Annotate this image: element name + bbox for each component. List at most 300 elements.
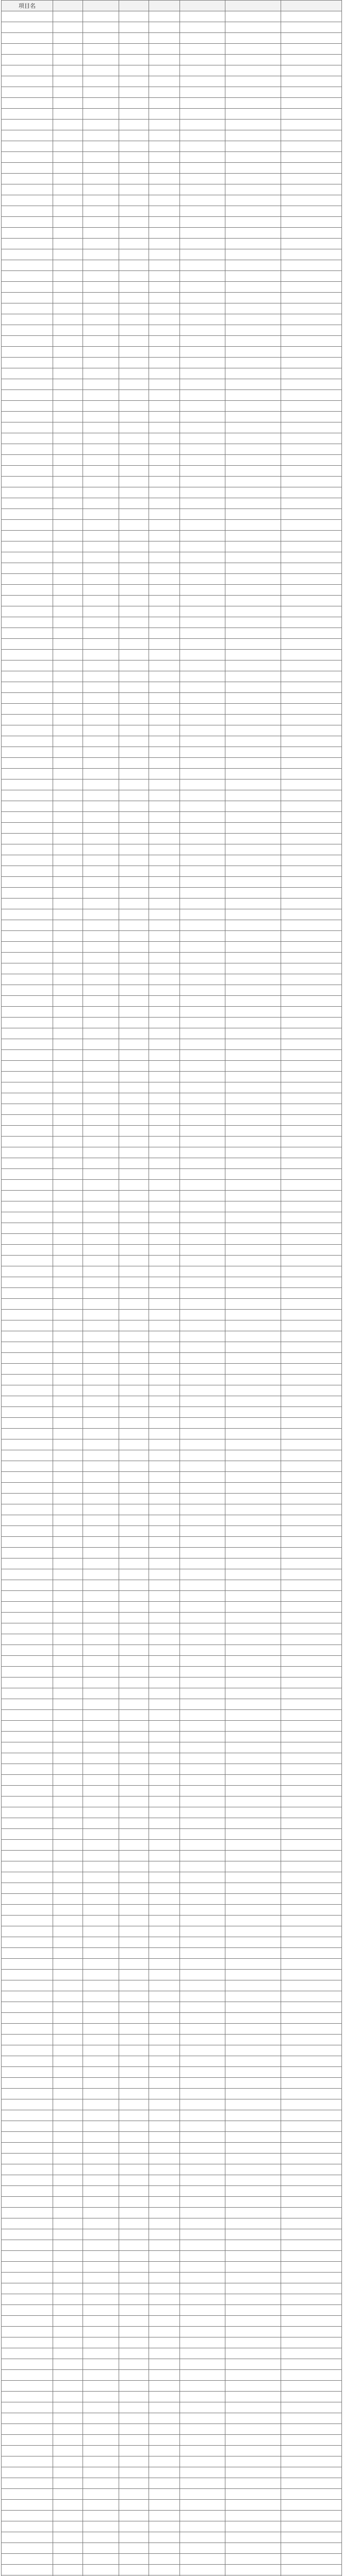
table-cell (281, 1093, 342, 1104)
table-cell (119, 1104, 149, 1115)
table-row (2, 985, 342, 996)
table-cell (281, 249, 342, 260)
table-row (2, 2402, 342, 2413)
table-cell (149, 725, 180, 736)
table-row (2, 1072, 342, 1082)
table-cell (180, 65, 225, 76)
table-cell (281, 1061, 342, 1072)
table-cell (119, 2511, 149, 2521)
table-cell (281, 1580, 342, 1591)
table-cell (281, 531, 342, 541)
table-cell (83, 920, 119, 931)
table-cell (225, 1569, 281, 1580)
table-cell (119, 1645, 149, 1656)
table-cell (281, 1050, 342, 1061)
table-cell (119, 1158, 149, 1169)
table-row (2, 379, 342, 390)
table-cell (53, 671, 83, 682)
table-row (2, 909, 342, 920)
table-cell (53, 2078, 83, 2089)
table-row (2, 65, 342, 76)
table-cell (53, 899, 83, 909)
table-cell (180, 985, 225, 996)
table-cell (225, 747, 281, 758)
table-row (2, 1721, 342, 1732)
table-cell (2, 1461, 53, 1472)
table-cell (53, 1753, 83, 1764)
table-cell (2, 1959, 53, 1970)
table-cell (149, 33, 180, 44)
table-cell (119, 790, 149, 801)
table-cell (281, 1277, 342, 1288)
table-cell (180, 2565, 225, 2575)
table-cell (281, 1591, 342, 1602)
table-cell (180, 1710, 225, 1721)
table-cell (225, 195, 281, 206)
table-cell (2, 2381, 53, 2392)
table-cell (83, 2218, 119, 2229)
table-cell (149, 347, 180, 358)
table-cell (281, 347, 342, 358)
table-cell (53, 1807, 83, 1818)
table-cell (83, 1450, 119, 1461)
table-cell (180, 541, 225, 552)
table-cell (149, 2381, 180, 2392)
table-cell (53, 1429, 83, 1439)
table-cell (83, 779, 119, 790)
table-cell (149, 1829, 180, 1840)
table-cell (180, 574, 225, 585)
table-cell (149, 336, 180, 347)
table-cell (119, 1072, 149, 1082)
table-cell (2, 293, 53, 303)
table-cell (2, 1115, 53, 1126)
table-cell (225, 1591, 281, 1602)
table-cell (149, 1450, 180, 1461)
table-cell (180, 725, 225, 736)
table-cell (180, 368, 225, 379)
table-cell (83, 2370, 119, 2381)
table-cell (180, 563, 225, 574)
table-row (2, 1137, 342, 1147)
table-cell (281, 2446, 342, 2456)
table-cell (53, 1840, 83, 1851)
table-cell (281, 552, 342, 563)
table-cell (180, 1851, 225, 1861)
table-cell (83, 909, 119, 920)
table-cell (53, 336, 83, 347)
table-cell (225, 347, 281, 358)
table-cell (149, 206, 180, 217)
table-cell (180, 639, 225, 650)
table-cell (180, 844, 225, 855)
table-cell (281, 314, 342, 325)
table-cell (83, 1061, 119, 1072)
table-cell (225, 1093, 281, 1104)
table-cell (2, 1039, 53, 1050)
table-cell (83, 444, 119, 455)
table-cell (53, 2521, 83, 2532)
table-cell (119, 1948, 149, 1959)
table-cell (53, 2262, 83, 2273)
table-cell (83, 1483, 119, 1494)
table-cell (2, 2456, 53, 2467)
table-cell (149, 617, 180, 628)
table-cell (225, 1980, 281, 1991)
table-cell (119, 1429, 149, 1439)
table-cell (149, 1299, 180, 1310)
table-cell (83, 2543, 119, 2554)
table-cell (149, 2121, 180, 2132)
table-cell (53, 1277, 83, 1288)
table-row (2, 1418, 342, 1429)
table-cell (119, 2099, 149, 2110)
table-cell (2, 2554, 53, 2565)
table-cell (149, 174, 180, 184)
table-cell (180, 682, 225, 693)
table-cell (149, 2511, 180, 2521)
table-cell (180, 466, 225, 477)
table-cell (225, 1948, 281, 1959)
table-cell (83, 2154, 119, 2164)
table-cell (2, 141, 53, 152)
table-row (2, 1623, 342, 1634)
table-cell (2, 1310, 53, 1320)
table-cell (180, 1677, 225, 1688)
table-cell (180, 444, 225, 455)
table-cell (119, 1959, 149, 1970)
table-cell (53, 1126, 83, 1137)
table-cell (83, 963, 119, 974)
table-cell (225, 303, 281, 314)
table-cell (119, 2305, 149, 2316)
table-cell (149, 2489, 180, 2500)
table-cell (225, 2164, 281, 2175)
table-cell (281, 2186, 342, 2197)
table-row (2, 55, 342, 65)
table-cell (53, 2154, 83, 2164)
table-cell (83, 401, 119, 412)
table-cell (180, 2478, 225, 2489)
table-cell (149, 1775, 180, 1786)
table-cell (53, 1191, 83, 1201)
table-row (2, 303, 342, 314)
table-cell (119, 541, 149, 552)
table-cell (281, 1548, 342, 1558)
table-cell (119, 1677, 149, 1688)
table-cell (281, 2294, 342, 2305)
table-row (2, 1905, 342, 1916)
table-cell (281, 55, 342, 65)
table-row (2, 1916, 342, 1926)
table-cell (2, 2240, 53, 2251)
table-cell (149, 1266, 180, 1277)
table-cell (119, 996, 149, 1007)
table-row (2, 195, 342, 206)
table-cell (225, 1310, 281, 1320)
table-cell (225, 1418, 281, 1429)
table-cell (119, 1721, 149, 1732)
table-row (2, 152, 342, 163)
table-cell (119, 1126, 149, 1137)
table-cell (83, 1829, 119, 1840)
table-cell (83, 725, 119, 736)
table-cell (83, 1645, 119, 1656)
table-cell (83, 790, 119, 801)
table-cell (149, 1569, 180, 1580)
table-cell (149, 671, 180, 682)
table-cell (53, 249, 83, 260)
table-cell (53, 650, 83, 660)
table-cell (149, 2337, 180, 2348)
table-row (2, 2175, 342, 2186)
table-cell (2, 1613, 53, 1623)
table-cell (149, 2067, 180, 2078)
table-cell (2, 2359, 53, 2370)
table-cell (225, 1602, 281, 1613)
table-cell (225, 628, 281, 639)
table-cell (180, 1742, 225, 1753)
table-cell (2, 1147, 53, 1158)
table-cell (149, 477, 180, 487)
table-cell (83, 2089, 119, 2099)
table-cell (281, 1558, 342, 1569)
table-cell (149, 455, 180, 466)
table-cell (119, 184, 149, 195)
table-row (2, 779, 342, 790)
table-cell (2, 1082, 53, 1093)
table-cell (119, 152, 149, 163)
table-row (2, 163, 342, 174)
table-cell (53, 65, 83, 76)
table-cell (53, 682, 83, 693)
table-row (2, 2089, 342, 2099)
table-cell (119, 909, 149, 920)
table-cell (119, 1331, 149, 1342)
table-cell (180, 1234, 225, 1245)
table-cell (2, 715, 53, 725)
table-cell (281, 2110, 342, 2121)
table-cell (2, 65, 53, 76)
table-cell (149, 303, 180, 314)
table-cell (2, 2218, 53, 2229)
table-cell (225, 1353, 281, 1364)
table-cell (2, 2565, 53, 2575)
table-cell (281, 585, 342, 596)
table-cell (225, 1299, 281, 1310)
table-cell (281, 1299, 342, 1310)
table-row (2, 2164, 342, 2175)
table-row (2, 347, 342, 358)
table-cell (281, 1991, 342, 2002)
table-cell (225, 2521, 281, 2532)
table-cell (281, 2154, 342, 2164)
table-cell (149, 2413, 180, 2424)
table-cell (281, 1623, 342, 1634)
table-cell (281, 11, 342, 22)
table-cell (53, 2024, 83, 2035)
table-cell (83, 2121, 119, 2132)
table-cell (149, 2348, 180, 2359)
table-cell (2, 98, 53, 109)
table-cell (119, 1548, 149, 1558)
table-cell (53, 1028, 83, 1039)
table-cell (119, 130, 149, 141)
table-cell (180, 498, 225, 509)
table-cell (83, 1634, 119, 1645)
table-row (2, 747, 342, 758)
table-row (2, 1775, 342, 1786)
table-row (2, 1580, 342, 1591)
table-cell (180, 1169, 225, 1180)
table-cell (83, 1299, 119, 1310)
table-cell (149, 1039, 180, 1050)
table-cell (2, 1158, 53, 1169)
table-cell (2, 1072, 53, 1082)
table-cell (180, 1634, 225, 1645)
table-cell (225, 1829, 281, 1840)
table-cell (149, 11, 180, 22)
table-cell (149, 2435, 180, 2446)
table-cell (180, 736, 225, 747)
table-cell (281, 920, 342, 931)
table-cell (119, 1894, 149, 1905)
table-row (2, 996, 342, 1007)
table-cell (53, 1018, 83, 1028)
table-row (2, 1364, 342, 1375)
table-cell (180, 2348, 225, 2359)
table-cell (149, 1018, 180, 1028)
table-cell (225, 2013, 281, 2024)
table-cell (83, 704, 119, 715)
table-cell (2, 769, 53, 779)
table-cell (2, 1677, 53, 1688)
table-cell (281, 2456, 342, 2467)
table-cell (119, 1786, 149, 1797)
table-cell (53, 1721, 83, 1732)
table-cell (83, 953, 119, 963)
table-cell (225, 1937, 281, 1948)
table-cell (180, 552, 225, 563)
table-cell (2, 325, 53, 336)
table-row (2, 758, 342, 769)
table-cell (180, 1613, 225, 1623)
table-cell (149, 1028, 180, 1039)
table-cell (281, 1656, 342, 1667)
table-cell (119, 942, 149, 953)
table-cell (83, 693, 119, 704)
table-cell (53, 1613, 83, 1623)
table-row (2, 1429, 342, 1439)
table-cell (83, 1742, 119, 1753)
table-cell (53, 239, 83, 249)
table-cell (180, 249, 225, 260)
table-cell (2, 120, 53, 130)
table-cell (119, 1115, 149, 1126)
table-cell (83, 1818, 119, 1829)
table-cell (180, 1007, 225, 1018)
table-cell (149, 1753, 180, 1764)
table-cell (53, 130, 83, 141)
table-cell (2, 1732, 53, 1742)
table-cell (53, 1851, 83, 1861)
table-cell (281, 2208, 342, 2218)
table-cell (281, 217, 342, 228)
table-cell (225, 812, 281, 823)
table-cell (180, 2229, 225, 2240)
table-cell (149, 974, 180, 985)
table-cell (53, 2467, 83, 2478)
table-cell (53, 11, 83, 22)
table-cell (225, 2402, 281, 2413)
table-cell (119, 2078, 149, 2089)
table-cell (2, 1320, 53, 1331)
table-cell (119, 1256, 149, 1266)
table-cell (225, 1894, 281, 1905)
table-row (2, 1461, 342, 1472)
table-cell (83, 2446, 119, 2456)
table-cell (53, 1732, 83, 1742)
table-cell (281, 650, 342, 660)
table-row (2, 1331, 342, 1342)
table-cell (149, 985, 180, 996)
table-cell (225, 2327, 281, 2337)
table-cell (53, 1342, 83, 1353)
table-cell (119, 1375, 149, 1385)
table-cell (281, 2543, 342, 2554)
table-cell (53, 2045, 83, 2056)
table-cell (119, 974, 149, 985)
table-cell (180, 2110, 225, 2121)
table-cell (225, 44, 281, 55)
table-cell (119, 1851, 149, 1861)
table-cell (225, 390, 281, 401)
table-cell (53, 433, 83, 444)
table-cell (149, 1072, 180, 1082)
table-cell (281, 1104, 342, 1115)
table-cell (53, 2511, 83, 2521)
table-cell (119, 1277, 149, 1288)
table-cell (149, 1093, 180, 1104)
table-cell (83, 1558, 119, 1569)
table-cell (149, 44, 180, 55)
table-cell (180, 98, 225, 109)
table-cell (2, 1558, 53, 1569)
table-cell (53, 141, 83, 152)
table-cell (53, 1223, 83, 1234)
table-cell (225, 1191, 281, 1201)
table-cell (281, 2435, 342, 2446)
table-cell (53, 2565, 83, 2575)
table-row (2, 552, 342, 563)
table-cell (149, 563, 180, 574)
table-cell (53, 596, 83, 606)
table-cell (149, 1797, 180, 1807)
table-cell (83, 2456, 119, 2467)
table-row (2, 531, 342, 541)
table-cell (53, 2456, 83, 2467)
table-cell (281, 2381, 342, 2392)
table-row (2, 1753, 342, 1764)
table-cell (2, 1764, 53, 1775)
table-cell (119, 1191, 149, 1201)
table-cell (83, 1872, 119, 1883)
table-cell (281, 899, 342, 909)
table-cell (83, 1677, 119, 1688)
table-cell (225, 487, 281, 498)
table-cell (119, 1916, 149, 1926)
table-cell (180, 920, 225, 931)
